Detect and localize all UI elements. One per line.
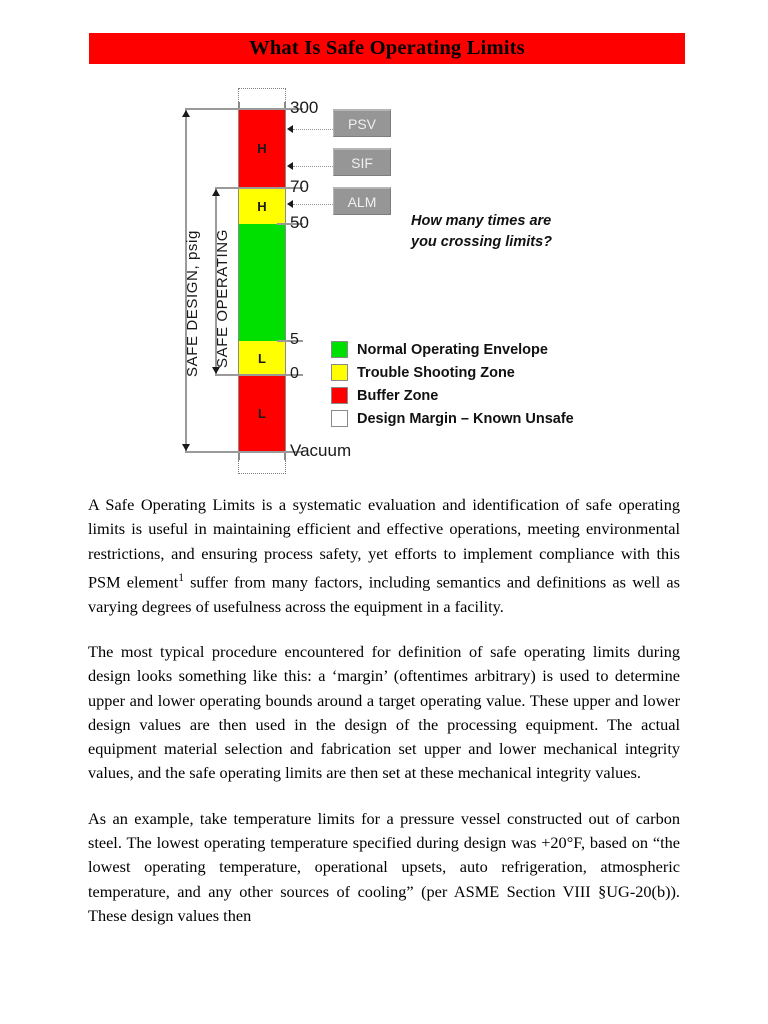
paragraph-1-text-part-2: suffer from many factors, including semantics and definitions as well as varying degrees of usefulness across the equipment in a facility. (88, 572, 680, 616)
tick-line-300 (185, 108, 303, 110)
bar-segment-label: H (257, 198, 267, 214)
body-paragraph-2: The most typical procedure encountered for definition of safe operating limits during design looks something like this: a ‘margin’ (oftentimes arbitrary) is used to determine upper and lower operating bounds around a target operating value. These upper and lower design values are then used in the design of the processing equipment. The actual equipment material selection and fabrication set upper and lower mechanical integrity values, and the safe operating limits are then set at these mechanical integrity values. (88, 641, 680, 783)
axis-label-safe-operating: SAFE OPERATING (214, 229, 231, 368)
bar-segment-label: L (258, 350, 266, 366)
legend-item-trouble (331, 362, 574, 383)
safe-design-arrow-top (182, 110, 190, 117)
document-body (88, 493, 680, 928)
protection-layer-label: SIF (351, 154, 373, 171)
leader-line-alm (293, 204, 335, 206)
legend-label: Design Margin – Known Unsafe (357, 410, 574, 427)
leader-line-sif (293, 166, 335, 168)
bar-segment-label: H (257, 140, 267, 156)
design-margin-bracket-bottom (238, 460, 286, 474)
tick-line-vacuum (185, 451, 303, 453)
page-title: What Is Safe Operating Limits (249, 37, 525, 59)
body-paragraph-1 (88, 493, 680, 619)
diagram-legend (331, 339, 574, 431)
protection-layer-psv[interactable] (333, 109, 391, 137)
bar-segment-trouble-low (238, 341, 286, 375)
bar-segment-normal-envelope (238, 224, 286, 341)
legend-label: Buffer Zone (357, 387, 439, 404)
bar-segment-buffer-low (238, 375, 286, 451)
body-paragraph-3: As an example, take temperature limits for a pressure vessel constructed out of carbon steel. The lowest operating temperature specified during design was +20°F, based on “the lowest operating temperature, operational upsets, auto refrigeration, atmospheric temperature, and any other sources of cooling” (per ASME Section VIII §UG-20(b)). These design values then (88, 808, 680, 925)
legend-swatch-white (331, 410, 348, 427)
safe-design-arrow-bottom (182, 444, 190, 451)
bar-segment-trouble-high (238, 188, 286, 224)
legend-label: Trouble Shooting Zone (357, 364, 515, 381)
tick-label-300: 300 (290, 98, 319, 117)
callout-line-2: you crossing limits? (411, 234, 552, 250)
protection-layer-alm[interactable] (333, 187, 391, 215)
leader-line-psv (293, 129, 335, 131)
protection-layer-sif[interactable] (333, 148, 391, 176)
legend-item-design-margin (331, 408, 574, 429)
legend-item-buffer (331, 385, 574, 406)
paragraph-1-text-part-1: A Safe Operating Limits is a systematic evaluation and identification of safe operating limits is useful in maintaining efficient and effective operations, meeting environmental restrictions, and ensuring process safety, yet efforts to implement compliance with this PSM element (88, 495, 680, 592)
callout-line-1: How many times are (411, 213, 552, 229)
tick-label-0: 0 (290, 365, 299, 382)
bar-segment-buffer-high (238, 108, 286, 188)
safe-operating-arrow-bottom (212, 367, 220, 374)
tick-label-70: 70 (290, 177, 309, 196)
legend-swatch-green (331, 341, 348, 358)
bar-segment-label: L (258, 405, 266, 421)
tick-label-vacuum: Vacuum (290, 441, 352, 460)
design-margin-bracket-top (238, 88, 286, 108)
tick-label-50: 50 (290, 213, 309, 232)
legend-swatch-red (331, 387, 348, 404)
safe-operating-limits-diagram (0, 80, 768, 480)
legend-label: Normal Operating Envelope (357, 341, 548, 358)
page-title-banner (89, 33, 685, 64)
protection-layer-label: ALM (347, 193, 377, 210)
tick-label-5: 5 (290, 331, 299, 348)
legend-swatch-yellow (331, 364, 348, 381)
axis-label-safe-design: SAFE DESIGN, psig (184, 230, 201, 377)
legend-item-normal (331, 339, 574, 360)
protection-layer-label: PSV (347, 115, 376, 132)
safe-operating-arrow-top (212, 189, 220, 196)
footnote-marker: 1 (178, 571, 184, 584)
callout-question (411, 211, 621, 253)
